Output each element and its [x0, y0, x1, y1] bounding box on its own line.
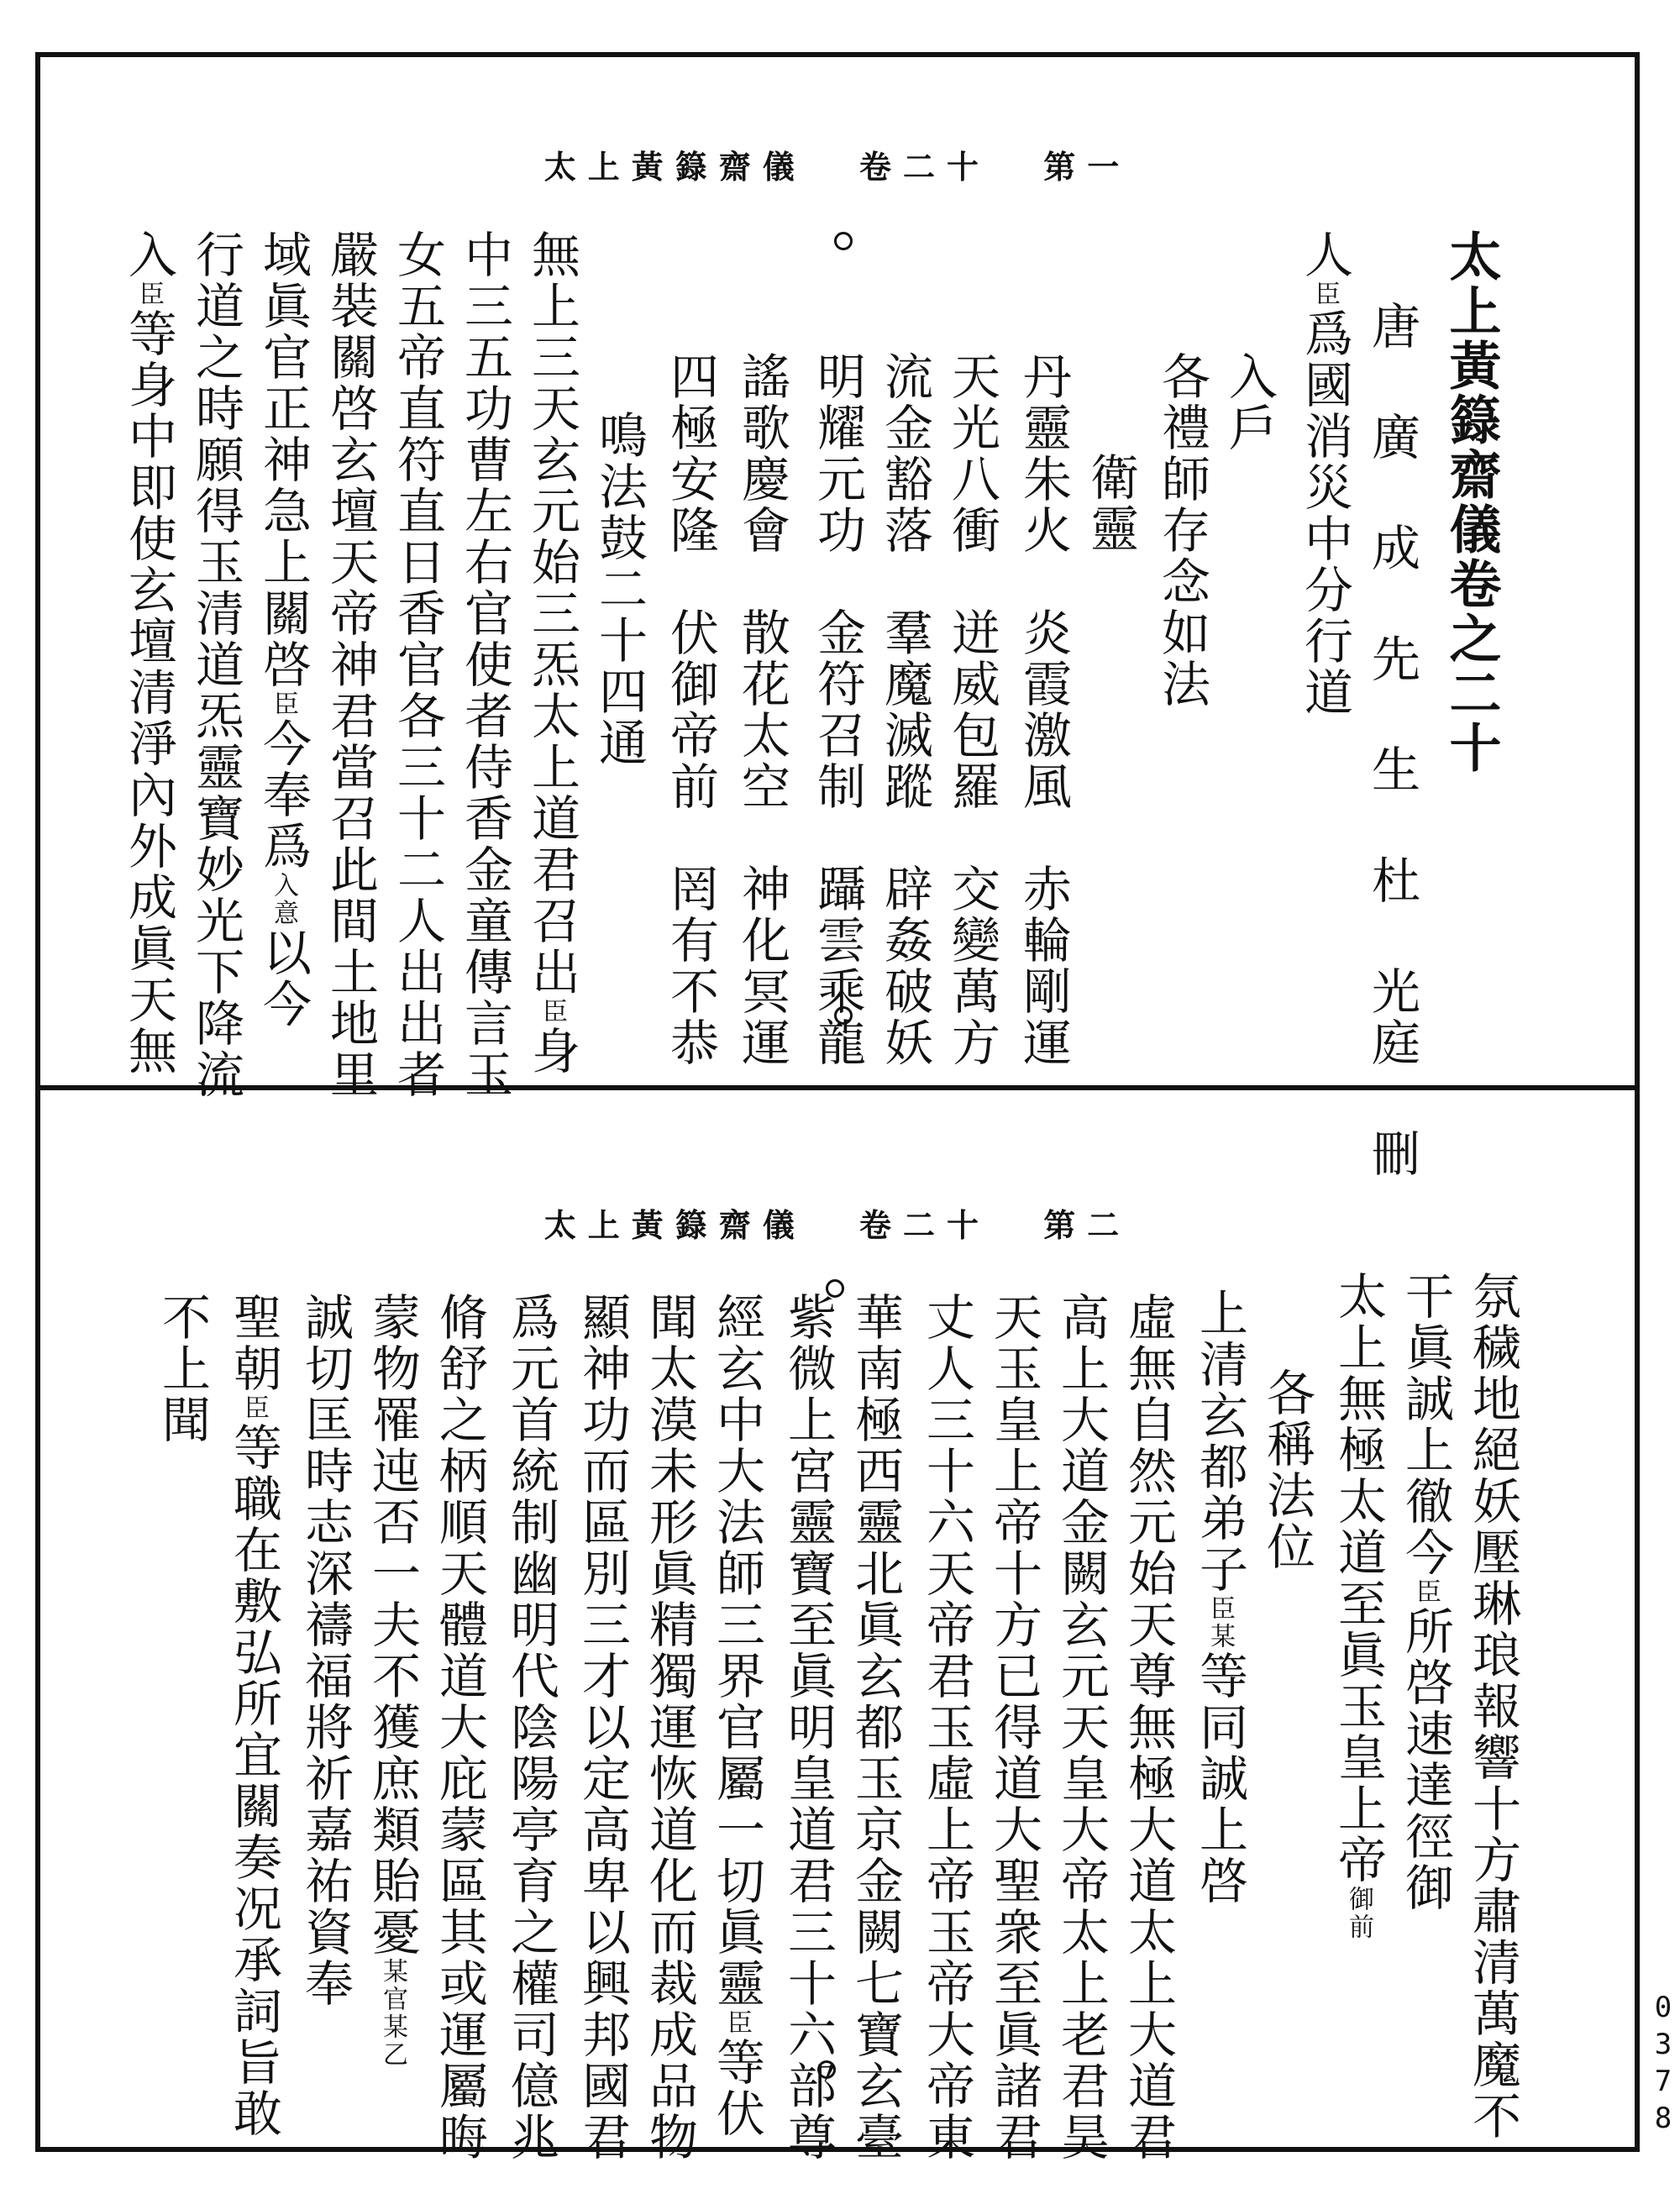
top-text-column: [187, 229, 244, 1100]
bottom-text-column: [431, 1292, 488, 2163]
bottom-running-header: [40, 1199, 1635, 1246]
top-text-column: [943, 351, 1000, 1068]
top-text-column: [1296, 229, 1353, 718]
top-header-folio: 第一: [1043, 148, 1131, 186]
column-text: 域眞官正神急上關啓: [255, 229, 312, 690]
punch-hole-mark: [834, 1006, 853, 1025]
column-text: 氛穢地絕妖壓琳琅報響十方肅清萬魔不: [1464, 1271, 1521, 2142]
column-text: 各禮師存念如法: [1153, 351, 1210, 710]
column-text: 經玄中大法師三界官屬一切眞靈: [708, 1292, 765, 2009]
interlinear-note: 臣: [134, 281, 164, 308]
bottom-text-column: [918, 1292, 975, 2163]
punch-hole-mark: [834, 232, 853, 250]
column-text: 高上大道金闕玄元天皇大帝太上老君昊: [1053, 1292, 1110, 2163]
interlinear-note: 臣某: [1205, 1595, 1235, 1651]
bottom-text-column: [1120, 1292, 1177, 2163]
column-text: 嚴裝關啓玄壇天帝神君當召此間土地里: [322, 229, 379, 1100]
column-text: 等同誠上啓: [1191, 1651, 1248, 1907]
page-number: 0378: [1646, 1991, 1680, 2139]
column-text: 各稱法位: [1258, 1367, 1315, 1572]
column-text: 顯神功而區別三才以定高卑以興邦國君: [574, 1292, 631, 2163]
bottom-header-folio: 第二: [1043, 1206, 1131, 1244]
top-panel: [40, 57, 1635, 1179]
bottom-panel: [40, 1090, 1635, 2163]
column-text: 入: [120, 229, 177, 281]
top-text-column: [591, 410, 648, 769]
interlinear-note: 臣: [1310, 281, 1340, 308]
top-text-column: [1082, 452, 1139, 554]
top-header-title: 太上黃籙齋儀: [543, 148, 806, 186]
top-text-column: [322, 229, 379, 1100]
column-text: 天光八衝 迸威包羅 交變萬方: [943, 351, 1000, 1068]
interlinear-note: 臣: [239, 1394, 269, 1422]
interlinear-note: 臣: [722, 2009, 752, 2037]
top-text-column: [389, 229, 446, 1100]
top-text-column: [456, 229, 513, 1100]
column-text: 干眞誠上徹今: [1397, 1271, 1454, 1578]
column-text: 丹靈朱火 炎霞激風 赤輪剛運: [1015, 351, 1072, 1068]
interlinear-note: 御前: [1344, 1886, 1373, 1941]
column-text: 鳴法鼓二十四通: [591, 410, 648, 769]
column-text: 虛無自然元始天尊無極大道太上大道君: [1120, 1292, 1177, 2163]
bottom-text-column: [641, 1292, 698, 2163]
top-text-column: [120, 229, 177, 1077]
top-text-column: [1015, 351, 1072, 1068]
bottom-text-column: [574, 1292, 631, 2163]
top-text-column: [1363, 301, 1420, 1179]
top-text-column: [255, 229, 312, 1030]
bottom-text-column: [154, 1292, 211, 1446]
column-text: 無上三天玄元始三炁太上道君召出: [523, 229, 580, 998]
bottom-text-column: [847, 1292, 904, 2163]
column-text: 行道之時願得玉清道炁靈寶妙光下降流: [187, 229, 244, 1100]
column-text: 太上黃籙齋儀卷之二十: [1441, 229, 1502, 775]
column-text: 蒙物罹迍否一夫不獲庶類貽憂: [364, 1292, 421, 1958]
column-text: 華南極西靈北眞玄都玉京金闕七寶玄臺: [847, 1292, 904, 2163]
column-text: 女五帝直符直日香官各三十二人出出者: [389, 229, 446, 1100]
column-text: 聞太漠未形眞精獨運恢道化而裁成品物: [641, 1292, 698, 2163]
interlinear-note: 臣: [538, 998, 567, 1026]
column-text: 爲元首統制幽明代陰陽亭育之權司億兆: [502, 1292, 559, 2163]
top-text-column: [662, 351, 719, 1068]
top-header-chapter: 卷二十: [858, 148, 990, 186]
top-text-column: [1441, 229, 1502, 775]
column-text: 謠歌慶會 散花太空 神化冥運: [733, 351, 790, 1068]
top-text-column: [876, 351, 933, 1068]
column-text: 聖朝: [225, 1292, 282, 1394]
column-text: 入戶: [1221, 351, 1278, 454]
punch-hole-mark: [826, 1279, 844, 1298]
column-text: 紫微上宮靈寶至眞明皇道君三十六部尊: [780, 1292, 837, 2163]
column-text: 中三五功曹左右官使者侍香金童傳言玉: [456, 229, 513, 1100]
bottom-text-column: [1397, 1271, 1454, 1913]
column-text: 天玉皇上帝十方已得道大聖衆至眞諸君: [985, 1292, 1042, 2163]
column-text: 人: [1296, 229, 1353, 281]
bottom-header-chapter: 卷二十: [858, 1206, 990, 1244]
column-text: 脩舒之柄順天體道大庇蒙區其或運屬晦: [431, 1292, 488, 2163]
bottom-text-column: [1053, 1292, 1110, 2163]
column-text: 誠切匡時志深禱福將祈嘉祐資奉: [297, 1292, 354, 2009]
column-text: 明耀元功 金符召制 躡雲乘龍: [809, 351, 866, 1068]
bottom-text-column: [297, 1292, 354, 2009]
column-text: 等身中即使玄壇清淨內外成眞天無: [120, 308, 177, 1077]
bottom-text-column: [1191, 1288, 1248, 1907]
column-text: 等職在敷弘所宜關奏况承詞旨敢: [225, 1422, 282, 2139]
column-text: 丈人三十六天帝君玉虛上帝玉帝大帝東: [918, 1292, 975, 2163]
top-text-column: [733, 351, 790, 1068]
bottom-text-column: [225, 1292, 282, 2139]
column-text: 太上無極太道至眞玉皇上帝: [1330, 1271, 1387, 1886]
column-text: 所啓速達徑御: [1397, 1606, 1454, 1913]
bottom-text-column: [1464, 1271, 1521, 2142]
top-text-column: [523, 229, 580, 1077]
bottom-text-column: [364, 1292, 421, 2069]
column-text: 四極安隆 伏御帝前 罔有不恭: [662, 351, 719, 1068]
punch-hole-mark: [817, 2060, 836, 2079]
bottom-header-title: 太上黃籙齋儀: [543, 1206, 806, 1244]
interlinear-note: 臣: [1411, 1578, 1441, 1606]
column-text: 爲國消災中分行道: [1296, 308, 1353, 718]
top-text-column: [1153, 351, 1210, 710]
column-text: 今奉爲: [255, 718, 312, 872]
column-text: 唐 廣 成 先 生 杜 光庭 刪: [1363, 301, 1420, 1179]
top-text-column: [1221, 351, 1278, 454]
column-text: 身: [523, 1026, 580, 1077]
column-text: 上清玄都弟子: [1191, 1288, 1248, 1595]
interlinear-note: 入意: [269, 872, 298, 927]
interlinear-note: 臣: [269, 690, 298, 718]
bottom-text-column: [985, 1292, 1042, 2163]
bottom-text-column: [1258, 1367, 1315, 1572]
column-text: 不上聞: [154, 1292, 211, 1446]
interlinear-note: 某官某乙: [378, 1958, 407, 2069]
bottom-text-column: [502, 1292, 559, 2163]
column-text: 流金豁落 羣魔滅蹤 辟姦破妖: [876, 351, 933, 1068]
top-text-column: [809, 351, 866, 1068]
bottom-text-column: [708, 1292, 765, 2139]
column-text: 以今: [255, 927, 312, 1030]
column-text: 等伏: [708, 2037, 765, 2139]
column-text: 衛靈: [1082, 452, 1139, 554]
bottom-text-column: [1330, 1271, 1387, 1941]
bottom-text-column: [780, 1292, 837, 2163]
top-running-header: [40, 141, 1635, 187]
